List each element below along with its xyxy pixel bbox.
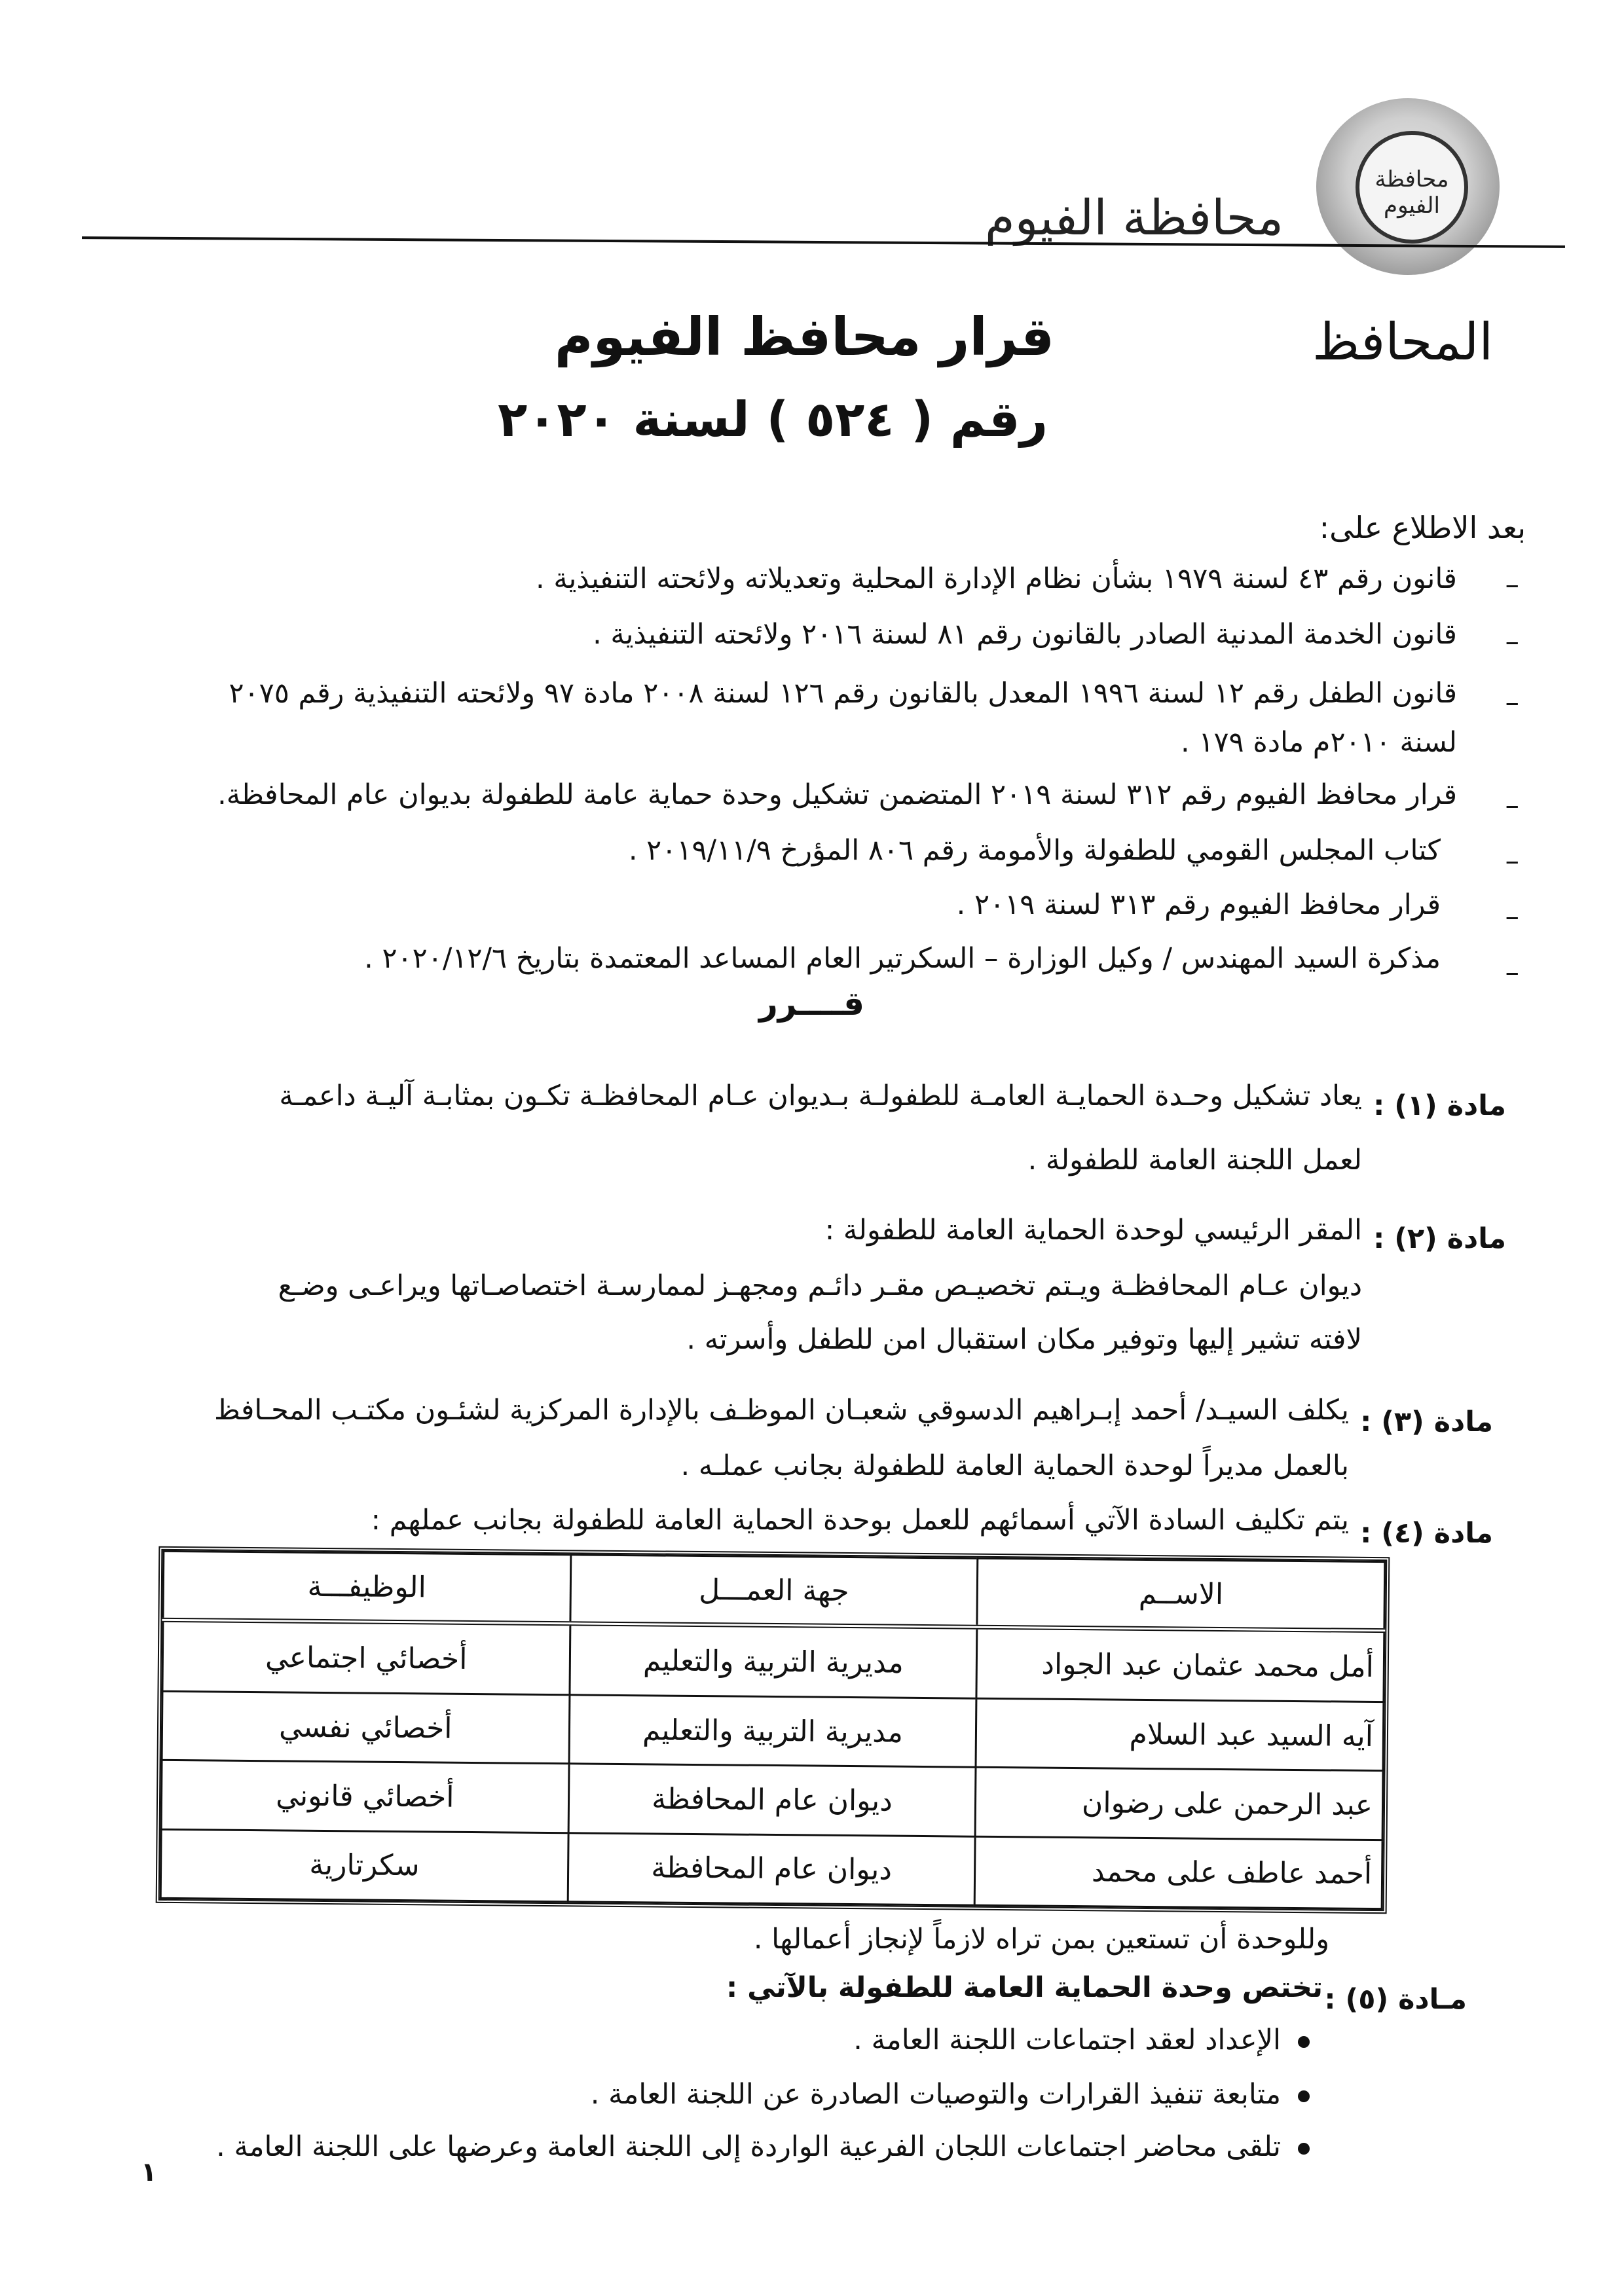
bullet-icon [1298,2090,1310,2102]
column-header-name: الاســم [977,1558,1385,1630]
list-dash: – [1505,956,1519,989]
cell-job: أخصائي اجتماعي [162,1620,570,1695]
bullet-icon [1298,2143,1310,2155]
cell-workplace: مديرية التربية والتعليم [569,1695,977,1768]
list-item [591,2079,1310,2111]
table-row [160,1829,1382,1909]
article-3-label: مادة (٣) : [1360,1406,1493,1438]
article-3-text-continued: بالعمل مديراً لوحدة الحماية العامة للطفولة بجانب عملـه . [680,1449,1349,1482]
article-4-text: يتم تكليف السادة الآتي أسمائهم للعمل بوحدة الحماية العامة للطفولة بجانب عملهم : [371,1504,1349,1537]
issuer-role: المحافظ [1312,313,1493,372]
table-header-row [163,1551,1385,1630]
preamble-intro: بعد الاطلاع على: [1319,510,1526,545]
page-number: ١ [141,2157,157,2187]
column-header-workplace: جهة العمـــل [570,1555,978,1627]
article-2-label: مادة (٢) : [1373,1222,1506,1255]
article-5-label: مـادة (٥) : [1324,1983,1467,2016]
after-table-note: وللوحدة أن تستعين بمن تراه لازماً لإنجاز أعمالها . [753,1923,1329,1956]
preamble-item: قانون رقم ٤٣ لسنة ١٩٧٩ بشأن نظام الإدارة المحلية وتعديلاته ولائحته التنفيذية . [536,562,1457,595]
preamble-item-continued: لسنة ٢٠١٠م مادة ١٧٩ . [1181,726,1457,759]
bullet-icon [1298,2036,1310,2048]
article-5-item: متابعة تنفيذ القرارات والتوصيات الصادرة عن اللجنة العامة . [590,2078,1281,2111]
preamble-item: قانون الخدمة المدنية الصادر بالقانون رقم ٨١ لسنة ٢٠١٦ ولائحته التنفيذية . [593,618,1457,651]
cell-workplace: مديرية التربية والتعليم [570,1624,978,1699]
article-2-text-continued: ديوان عـام المحافظـة ويـتم تخصيـص مقـر دائـم ومجهـز لممارسـة اختصاصـاتها ويراعـى وضـع [278,1269,1362,1302]
article-5-text: تختص وحدة الحماية العامة للطفولة بالآتي : [726,1971,1323,2004]
cell-name: آيه السيد عبد السلام [976,1698,1384,1771]
article-4-label: مادة (٤) : [1360,1517,1493,1550]
cell-name: أمل محمد عثمان عبد الجواد [976,1627,1384,1702]
governorate-seal [1316,98,1500,275]
preamble-item: قرار محافظ الفيوم رقم ٣١٣ لسنة ٢٠١٩ . [956,888,1441,921]
preamble-item: قانون الطفل رقم ١٢ لسنة ١٩٩٦ المعدل بالقانون رقم ١٢٦ لسنة ٢٠٠٨ مادة ٩٧ ولائحته التنفيذية رقم ٢٠٧٥ [229,677,1457,710]
article-1-text-continued: لعمل اللجنة العامة للطفولة . [1027,1144,1362,1176]
table-row [161,1760,1383,1840]
article-2-text: المقر الرئيسي لوحدة الحماية العامة للطفولة : [824,1214,1362,1247]
list-dash: – [1505,686,1519,719]
decision-heading: قــــرر [759,985,864,1023]
cell-workplace: ديوان عام المحافظة [568,1764,976,1836]
list-dash: – [1505,568,1519,601]
cell-job: أخصائي نفسي [162,1692,570,1764]
seal-text: محافظة الفيوم [1375,166,1449,219]
cell-name: أحمد عاطف على محمد [975,1836,1383,1909]
preamble-item: كتاب المجلس القومي للطفولة والأمومة رقم ٨٠٦ المؤرخ ٢٠١٩/١١/٩ . [628,834,1441,867]
list-dash: – [1505,625,1519,658]
seal-emblem [1356,131,1468,244]
table-row [162,1620,1384,1702]
list-item [853,2024,1310,2056]
cell-job: سكرتارية [160,1829,568,1902]
article-5-item: تلقى محاضر اجتماعات اللجان الفرعية الواردة إلى اللجنة العامة وعرضها على اللجنة العامة . [216,2130,1281,2163]
cell-name: عبد الرحمن على رضوان [975,1768,1383,1840]
article-5-item: الإعداد لعقد اجتماعات اللجنة العامة . [853,2024,1281,2056]
cell-job: أخصائي قانوني [161,1760,569,1833]
decision-title: قرار محافظ الفيوم [554,306,1054,367]
article-1-label: مادة (١) : [1373,1089,1506,1122]
column-header-job: الوظيفـــة [163,1551,571,1623]
decision-number: رقم ( ٥٢٤ ) لسنة ٢٠٢٠ [498,392,1048,448]
cell-workplace: ديوان عام المحافظة [568,1832,976,1905]
table-row [162,1692,1384,1772]
list-dash: – [1505,900,1519,933]
article-1-text: يعاد تشكيل وحـدة الحمايـة العامـة للطفولـة بـديوان عـام المحافظـة تكـون بمثابـة آليـة داعمـة [279,1080,1362,1112]
article-3-text: يكلف السيـد/ أحمد إبـراهيم الدسوقي شعبـان الموظـف بالإدارة المركزية لشئـون مكتـب المحـافظ [214,1394,1349,1427]
list-item [216,2131,1310,2163]
list-dash: – [1505,845,1519,877]
preamble-item: مذكرة السيد المهندس / وكيل الوزارة – السكرتير العام المساعد المعتمدة بتاريخ ٢٠٢٠/١٢/٦ . [364,942,1441,975]
list-dash: – [1505,789,1519,822]
preamble-item: قرار محافظ الفيوم رقم ٣١٢ لسنة ٢٠١٩ المتضمن تشكيل وحدة حماية عامة للطفولة بديوان عام المحافظة. [217,778,1457,811]
governorate-name: محافظة الفيوم [984,190,1283,246]
staff-table [156,1546,1390,1914]
article-2-text-continued: لافته تشير إليها وتوفير مكان استقبال امن للطفل وأسرته . [686,1323,1362,1356]
